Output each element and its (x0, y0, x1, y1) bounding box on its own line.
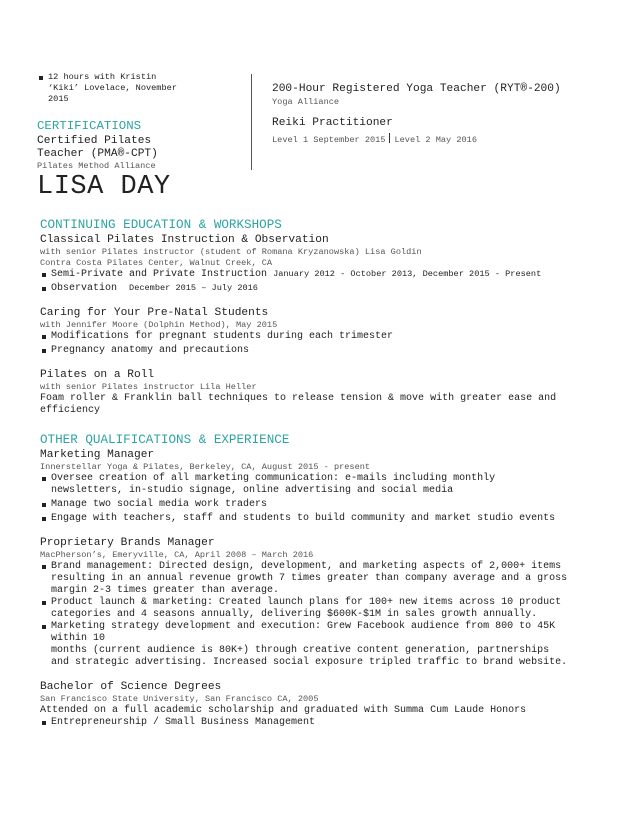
marketing-bullet-3: Engage with teachers, staff and students to build community and market studio events (40, 513, 601, 525)
classical-bullet-2-dates: December 2015 – July 2016 (129, 283, 258, 293)
roll-line1: with senior Pilates instructor Lila Heller (40, 382, 257, 392)
classical-bullet-2 (40, 283, 600, 295)
yoga-cert-title: 200-Hour Registered Yoga Teacher (RYT®-200) (272, 83, 561, 95)
classical-bullet-1-text: Semi-Private and Private Instruction (51, 269, 268, 280)
brands-bullet-2: Product launch & marketing: Created launch plans for 100+ new items across 10 product categories and 4 seasons annually, delivering $600K-$1M in sales growth annually. (40, 597, 571, 621)
candidate-name: LISA DAY (37, 172, 171, 202)
classical-line1: with senior Pilates instructor (student of Romana Kryzanowska) Lisa Goldin (40, 247, 422, 257)
classical-title: Classical Pilates Instruction & Observation (40, 234, 329, 246)
classical-bullet-2-text: Observation (51, 283, 118, 294)
cert-org: Pilates Method Alliance (37, 161, 156, 171)
certifications-heading: CERTIFICATIONS (37, 119, 142, 133)
main-content (40, 218, 600, 729)
brands-bullet-1: Brand management: Directed design, development, and marketing aspects of 2,000+ items resulting in an annual revenue growth 7 times greater than company average and a gross margin 2-3 times greater than average. (40, 561, 571, 597)
top-left-column (37, 72, 217, 172)
prenatal-bullet-2: Pregnancy anatomy and precautions (40, 345, 600, 357)
classical-bullet-1-dates: January 2012 - October 2013, December 2015 - Present (273, 269, 542, 279)
classical-bullet-1 (40, 269, 581, 281)
reiki-title: Reiki Practitioner (272, 117, 393, 129)
degree-title: Bachelor of Science Degrees (40, 681, 222, 693)
prenatal-bullet-1: Modifications for pregnant students during each trimester (40, 331, 600, 343)
reiki-level-1: Level 1 September 2015 (272, 135, 386, 145)
brands-title: Proprietary Brands Manager (40, 537, 215, 549)
workshop-bullet: 12 hours with Kristin ‘Kiki’ Lovelace, November 2015 (37, 72, 188, 105)
prenatal-line1: with Jennifer Moore (Dolphin Method), May 2015 (40, 320, 278, 330)
brands-bullet-3-part-b: months (current audience is 80K+) through creative content generation, partnerships and strategic advertising. Increased social exposure tripled traffic to brand website. (51, 645, 568, 668)
reiki-separator (389, 133, 390, 143)
prenatal-title: Caring for Your Pre-Natal Students (40, 307, 269, 319)
marketing-bullet-2: Manage two social media work traders (40, 499, 600, 511)
roll-line2: Foam roller & Franklin ball techniques to release tension & move with greater ease and efficiency (40, 393, 557, 416)
classical-line2: Contra Costa Pilates Center, Walnut Creek, CA (40, 258, 273, 268)
education-heading: CONTINUING EDUCATION & WORKSHOPS (40, 218, 282, 232)
degree-line2: Attended on a full academic scholarship and graduated with Summa Cum Laude Honors (40, 705, 527, 716)
yoga-cert-org: Yoga Alliance (272, 97, 340, 107)
reiki-levels (272, 133, 572, 146)
roll-title: Pilates on a Roll (40, 369, 155, 381)
brands-bullet-3 (40, 621, 571, 669)
experience-heading: OTHER QUALIFICATIONS & EXPERIENCE (40, 433, 290, 447)
marketing-title: Marketing Manager (40, 449, 155, 461)
degree-line1: San Francisco State University, San Francisco CA, 2005 (40, 694, 319, 704)
top-right-column (272, 83, 572, 146)
degree-bullet-1: Entrepreneurship / Small Business Management (40, 717, 600, 729)
marketing-line1: Innerstellar Yoga & Pilates, Berkeley, CA, August 2015 - present (40, 462, 371, 472)
cert-title: Certified Pilates Teacher (PMA®-CPT) (37, 135, 158, 160)
brands-bullet-3-part-a: Marketing strategy development and execution: Grew Facebook audience from 800 to 45K within 10 (51, 621, 556, 644)
brands-line1: MacPherson’s, Emeryville, CA, April 2008 – March 2016 (40, 550, 314, 560)
column-divider (251, 74, 252, 170)
reiki-level-2: Level 2 May 2016 (394, 135, 477, 145)
marketing-bullet-1: Oversee creation of all marketing communication: e-mails including monthly newsletters, in-studio signage, online advertising and social media (40, 473, 531, 497)
